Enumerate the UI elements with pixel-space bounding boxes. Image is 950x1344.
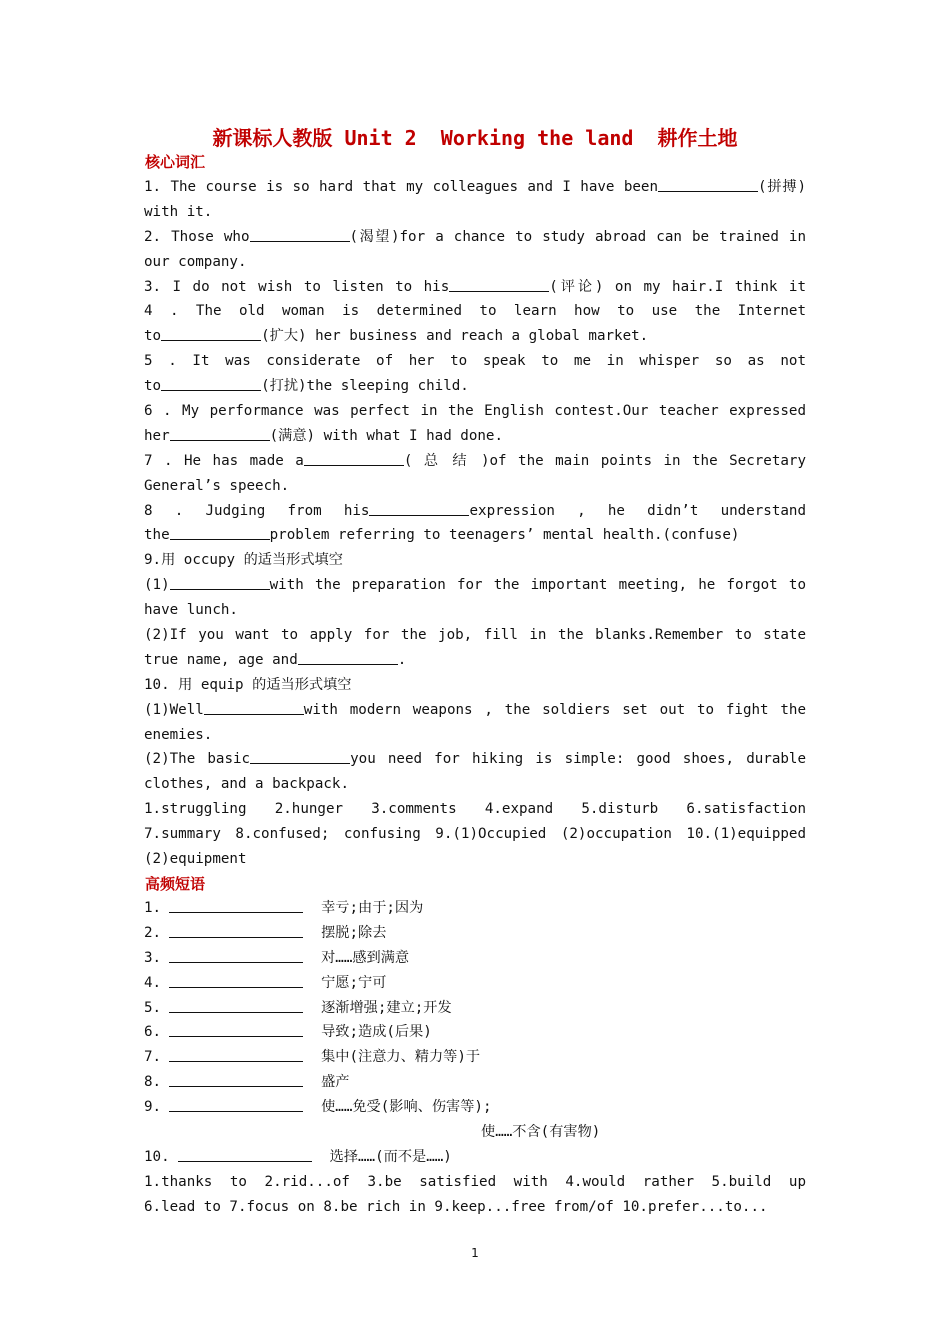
q9-2-end: .: [397, 651, 407, 668]
q1-hint: (拼搏): [758, 179, 806, 195]
vocab-q6-line: 6 . My performance was perfect in the English contest.Our teacher expressed: [144, 403, 806, 420]
q10-2-label: (2)The basic: [144, 751, 251, 768]
q2-hint: (渴望)for a chance to study abroad can be trained in: [349, 228, 806, 245]
phrase-meaning: 盛产: [321, 1074, 350, 1091]
vocab-q10-heading: 10. 用 equip 的适当形式填空: [144, 676, 352, 693]
answer-blank[interactable]: [169, 997, 303, 1013]
answer-blank[interactable]: [369, 500, 469, 516]
answer-blank[interactable]: [449, 276, 549, 292]
answer-blank[interactable]: [169, 972, 303, 988]
answer-blank[interactable]: [169, 922, 303, 938]
phrase-meaning: 幸亏;由于;因为: [321, 900, 424, 916]
phrase-item: [144, 1070, 806, 1095]
answer-blank[interactable]: [169, 1071, 303, 1087]
q8-hint: expression , he didn’t understand: [469, 502, 806, 519]
phrase-meaning: 摆脱;除去: [321, 924, 387, 941]
vocab-q4-cont: [144, 324, 806, 349]
answer-blank[interactable]: [161, 325, 261, 341]
vocab-q10-2-line: [144, 747, 806, 772]
q9-1-text: with the preparation for the important meeting, he forgot to: [269, 577, 806, 594]
phrase-section: [144, 896, 806, 1220]
vocab-answers-line: 7.summary 8.confused; confusing 9.(1)Occupied (2)occupation 10.(1)equipped: [144, 826, 806, 843]
vocab-q3-line: [144, 275, 806, 300]
answer-blank[interactable]: [169, 897, 303, 913]
q7-hint: ( 总 结 )of the main points in the Secretary: [403, 452, 806, 469]
answer-blank[interactable]: [170, 425, 270, 441]
vocab-q10-1-line: [144, 698, 806, 723]
phrase-meaning: 使……免受(影响、伤害等);: [321, 1099, 492, 1116]
vocab-section: [144, 175, 806, 872]
answer-blank[interactable]: [169, 1021, 303, 1037]
vocab-q9-1-line: [144, 573, 806, 598]
phrase-answers-line: 1.thanks to 2.rid...of 3.be satisfied with 4.would rather 5.build up: [144, 1173, 806, 1190]
answer-blank[interactable]: [658, 176, 758, 192]
phrase-item: [144, 896, 806, 921]
phrase-item: [144, 1020, 806, 1045]
phrase-meaning: 逐渐增强;建立;开发: [321, 999, 452, 1016]
vocab-q5-line: 5 . It was considerate of her to speak to me in whisper so as not: [144, 353, 806, 370]
vocab-q1-line: [144, 175, 806, 200]
q10-2-text: you need for hiking is simple: good shoes, durable: [350, 751, 806, 768]
answer-blank[interactable]: [170, 524, 270, 540]
q6-text: her: [144, 427, 170, 444]
phrase-number: 3.: [144, 949, 162, 966]
q3-hint: (评论) on my hair.I think it: [549, 278, 806, 295]
vocab-q9-heading: 9.用 occupy 的适当形式填空: [144, 552, 343, 569]
phrase-number: 4.: [144, 974, 162, 991]
phrase-item-9-extra: 使……不含(有害物): [481, 1124, 601, 1141]
vocab-q2-cont: our company.: [144, 253, 247, 270]
phrase-item: [144, 1145, 806, 1170]
phrase-item: [144, 1045, 806, 1070]
phrase-meaning: 选择……(而不是……): [329, 1148, 452, 1165]
phrase-meaning: 对……感到满意: [321, 949, 410, 966]
vocab-q10-2-cont: clothes, and a backpack.: [144, 776, 349, 793]
phrase-number: 9.: [144, 1099, 162, 1116]
phrase-item: [144, 1095, 806, 1120]
answer-blank[interactable]: [169, 1096, 303, 1112]
phrase-item: [144, 921, 806, 946]
q9-2-text: true name, age and: [144, 651, 298, 668]
phrase-number: 2.: [144, 924, 162, 941]
answer-blank[interactable]: [304, 450, 404, 466]
answer-blank[interactable]: [169, 947, 303, 963]
q4-hint: (扩大) her business and reach a global market.: [261, 328, 649, 345]
vocab-q4-line: 4 . The old woman is determined to learn how to use the Internet: [144, 303, 806, 320]
answer-blank[interactable]: [170, 574, 270, 590]
page-number: 1: [471, 1246, 479, 1260]
vocab-q9-1-cont: have lunch.: [144, 602, 238, 619]
answer-blank[interactable]: [250, 226, 350, 242]
phrase-answers-line: 6.lead to 7.focus on 8.be rich in 9.keep...free from/of 10.prefer...to...: [144, 1198, 768, 1215]
vocab-heading: 核心词汇: [145, 153, 206, 171]
phrase-meaning: 导致;造成(后果): [321, 1024, 432, 1041]
document-title: 新课标人教版 Unit 2 Working the land 耕作土地: [212, 126, 738, 150]
vocab-q5-cont: [144, 374, 806, 399]
vocab-q7-line: [144, 449, 806, 474]
vocab-q7-cont: General’s speech.: [144, 477, 290, 494]
phrase-item: [144, 971, 806, 996]
vocab-q8-line: [144, 499, 806, 524]
phrase-number: 10.: [144, 1148, 170, 1165]
phrase-number: 7.: [144, 1049, 162, 1066]
q7-text: 7 . He has made a: [144, 452, 304, 469]
vocab-q8-cont: [144, 523, 806, 548]
q8-hint-2: problem referring to teenagers’ mental health.(confuse): [269, 527, 740, 544]
q10-1-text: with modern weapons , the soldiers set out to fight the: [303, 701, 806, 718]
vocab-q6-cont: [144, 424, 806, 449]
answer-blank[interactable]: [250, 748, 350, 764]
phrase-heading: 高频短语: [145, 875, 206, 893]
q5-text: to: [144, 378, 162, 395]
phrase-number: 1.: [144, 900, 162, 916]
vocab-answers-line: (2)equipment: [144, 851, 247, 868]
answer-blank[interactable]: [204, 699, 304, 715]
q1-text: 1. The course is so hard that my colleagues and I have been: [144, 179, 659, 195]
phrase-item: [144, 996, 806, 1021]
vocab-q1-cont: with it.: [144, 203, 213, 220]
phrase-number: 8.: [144, 1074, 162, 1091]
q3-text: 3. I do not wish to listen to his: [144, 278, 450, 295]
answer-blank[interactable]: [178, 1146, 312, 1162]
answer-blank[interactable]: [169, 1046, 303, 1062]
q5-hint: (打扰)the sleeping child.: [261, 378, 469, 395]
q4-text: to: [144, 328, 162, 345]
phrase-number: 5.: [144, 999, 162, 1016]
vocab-q2-line: [144, 225, 806, 250]
answer-blank[interactable]: [161, 375, 261, 391]
answer-blank[interactable]: [298, 649, 398, 665]
phrase-item: [144, 946, 806, 971]
q6-hint: (满意) with what I had done.: [269, 427, 503, 444]
q8-text: 8 . Judging from his: [144, 502, 370, 519]
phrase-meaning: 集中(注意力、精力等)于: [321, 1049, 481, 1066]
phrase-number: 6.: [144, 1024, 162, 1041]
vocab-q10-1-cont: enemies.: [144, 726, 213, 743]
q2-text: 2. Those who: [144, 228, 250, 245]
vocab-q9-2-line: (2)If you want to apply for the job, fill in the blanks.Remember to state: [144, 627, 806, 644]
q9-1-label: (1): [144, 577, 170, 594]
q8-text-2: the: [144, 527, 170, 544]
vocab-answers-line: 1.struggling 2.hunger 3.comments 4.expand 5.disturb 6.satisfaction: [144, 801, 806, 818]
q10-1-label: (1)Well: [144, 701, 204, 718]
phrase-meaning: 宁愿;宁可: [321, 974, 387, 991]
vocab-q9-2-cont: [144, 648, 806, 673]
